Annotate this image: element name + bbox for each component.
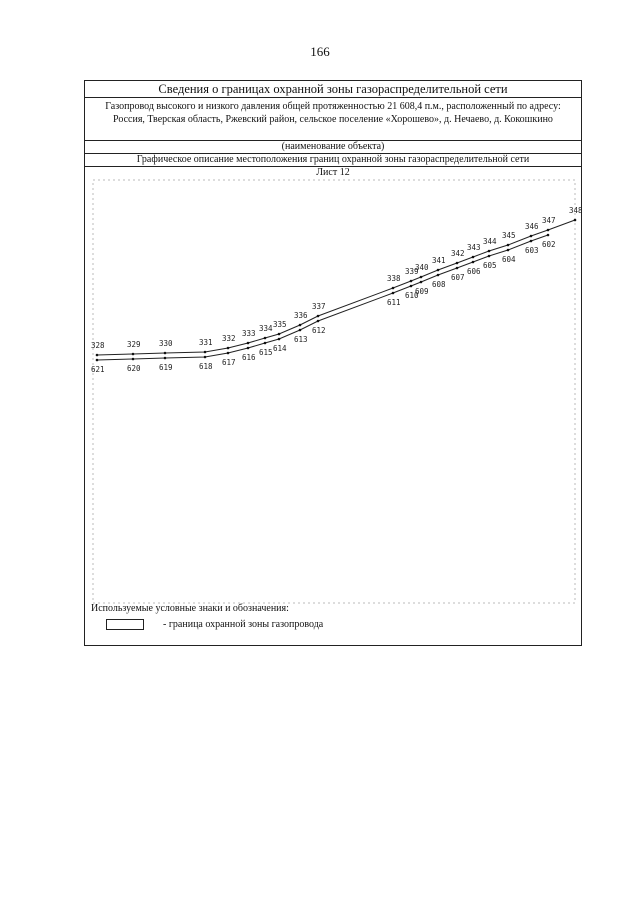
upper-point-342-label: 342 — [451, 249, 465, 258]
upper-point-331-label: 331 — [199, 338, 213, 347]
upper-point-342-marker — [456, 262, 459, 265]
upper-point-344-label: 344 — [483, 237, 497, 246]
graphic-caption: Графическое описание местоположения границ охранной зоны газораспределительной сети — [85, 154, 581, 167]
lower-point-612-label: 612 — [312, 326, 326, 335]
object-name-caption: (наименование объекта) — [85, 141, 581, 154]
lower-point-619-marker — [164, 357, 167, 360]
lower-point-617-marker — [227, 352, 230, 355]
upper-point-339-marker — [410, 280, 413, 283]
lower-point-609-marker — [420, 281, 423, 284]
upper-boundary-line — [97, 220, 575, 355]
upper-point-336-label: 336 — [294, 311, 308, 320]
upper-point-338-label: 338 — [387, 274, 401, 283]
upper-point-348-marker — [574, 219, 577, 222]
sheet-label: Лист 12 — [316, 167, 350, 178]
page-number: 166 — [310, 44, 330, 59]
lower-point-620-label: 620 — [127, 364, 141, 373]
lower-point-621-marker — [96, 359, 99, 362]
lower-point-612-marker — [317, 320, 320, 323]
upper-point-346-label: 346 — [525, 222, 539, 231]
lower-point-605-label: 605 — [483, 261, 497, 270]
object-description: Газопровод высокого и низкого давления общей протяженностью 21 608,4 п.м., расположенный по адресу: Россия, Тверская область, Ржевский район, сельское поселение «Хорошево», д. Нечаево, д. Кокошкино — [85, 98, 581, 141]
lower-point-616-marker — [247, 347, 250, 350]
upper-point-329-marker — [132, 353, 135, 356]
upper-point-347-label: 347 — [542, 216, 556, 225]
lower-point-606-label: 606 — [467, 267, 481, 276]
upper-point-330-label: 330 — [159, 339, 173, 348]
upper-point-333-marker — [247, 342, 250, 345]
document-frame — [84, 80, 582, 646]
upper-point-329-label: 329 — [127, 340, 141, 349]
lower-point-617-label: 617 — [222, 358, 236, 367]
upper-point-337-label: 337 — [312, 302, 326, 311]
lower-point-602-label: 602 — [542, 240, 556, 249]
lower-point-611-marker — [392, 292, 395, 295]
lower-point-621-label: 621 — [91, 365, 105, 374]
map-viewport-border — [93, 180, 575, 603]
upper-point-348-label: 348 — [569, 206, 583, 215]
legend-boundary-text: - граница охранной зоны газопровода — [163, 619, 324, 630]
upper-point-330-marker — [164, 352, 167, 355]
lower-point-618-marker — [204, 356, 207, 359]
lower-point-614-marker — [278, 338, 281, 341]
upper-point-340-marker — [420, 276, 423, 279]
upper-point-340-label: 340 — [415, 263, 429, 272]
upper-point-331-marker — [204, 351, 207, 354]
lower-point-610-marker — [410, 285, 413, 288]
lower-point-604-marker — [507, 249, 510, 252]
lower-point-607-label: 607 — [451, 273, 465, 282]
upper-point-335-marker — [278, 333, 281, 336]
lower-point-616-label: 616 — [242, 353, 256, 362]
lower-point-603-label: 603 — [525, 246, 539, 255]
lower-point-602-marker — [547, 234, 550, 237]
legend-title: Используемые условные знаки и обозначения: — [91, 603, 289, 614]
lower-point-613-marker — [299, 329, 302, 332]
document-title: Сведения о границах охранной зоны газораспределительной сети — [85, 81, 581, 98]
upper-point-343-label: 343 — [467, 243, 481, 252]
upper-point-344-marker — [488, 250, 491, 253]
upper-point-347-marker — [547, 229, 550, 232]
lower-point-615-label: 615 — [259, 348, 273, 357]
upper-point-343-marker — [472, 256, 475, 259]
upper-point-337-marker — [317, 315, 320, 318]
upper-point-334-marker — [264, 337, 267, 340]
lower-point-615-marker — [264, 342, 267, 345]
lower-point-604-label: 604 — [502, 255, 516, 264]
upper-point-334-label: 334 — [259, 324, 273, 333]
upper-point-332-label: 332 — [222, 334, 236, 343]
lower-point-606-marker — [472, 261, 475, 264]
lower-point-619-label: 619 — [159, 363, 173, 372]
lower-point-605-marker — [488, 255, 491, 258]
upper-point-328-marker — [96, 354, 99, 357]
upper-point-336-marker — [299, 324, 302, 327]
upper-point-328-label: 328 — [91, 341, 105, 350]
upper-point-341-marker — [437, 269, 440, 272]
lower-point-609-label: 609 — [415, 287, 429, 296]
lower-point-607-marker — [456, 267, 459, 270]
upper-point-345-label: 345 — [502, 231, 516, 240]
upper-point-345-marker — [507, 244, 510, 247]
lower-point-618-label: 618 — [199, 362, 213, 371]
lower-point-603-marker — [530, 240, 533, 243]
lower-point-610-label: 610 — [405, 291, 419, 300]
upper-point-338-marker — [392, 287, 395, 290]
boundary-map — [91, 180, 583, 603]
upper-point-346-marker — [530, 235, 533, 238]
upper-point-339-label: 339 — [405, 267, 419, 276]
upper-point-341-label: 341 — [432, 256, 446, 265]
legend-boundary-symbol — [106, 619, 144, 630]
upper-point-332-marker — [227, 347, 230, 350]
lower-point-620-marker — [132, 358, 135, 361]
upper-point-335-label: 335 — [273, 320, 287, 329]
lower-point-614-label: 614 — [273, 344, 287, 353]
lower-point-613-label: 613 — [294, 335, 308, 344]
lower-point-608-label: 608 — [432, 280, 446, 289]
lower-point-611-label: 611 — [387, 298, 401, 307]
lower-point-608-marker — [437, 274, 440, 277]
upper-point-333-label: 333 — [242, 329, 256, 338]
